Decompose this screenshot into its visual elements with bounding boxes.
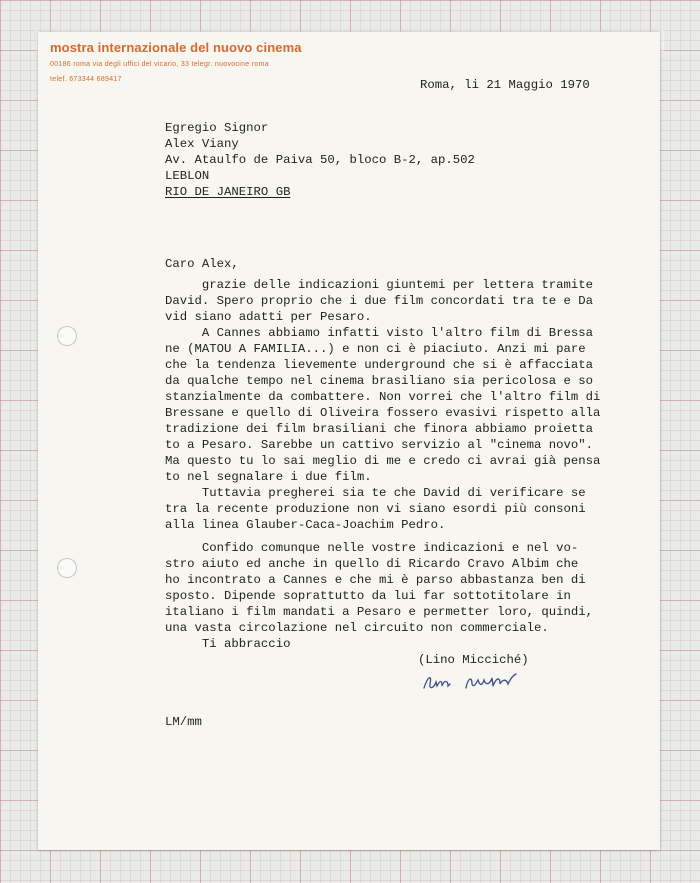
body-line: da qualche tempo nel cinema brasiliano sia pericolosa e so (165, 374, 594, 388)
recipient-line: Av. Ataulfo de Paiva 50, bloco B-2, ap.502 (165, 153, 475, 167)
punch-hole (57, 326, 77, 346)
letterhead-phone: telef. 673344 689417 (50, 76, 122, 83)
sender-name: (Lino Micciché) (418, 653, 529, 667)
body-line: tra la recente produzione non vi siano esordi più consoni (165, 502, 586, 516)
body-line: Bressane e quello di Oliveira fossero evasivi rispetto alla (165, 406, 601, 420)
recipient-line: Alex Viany (165, 137, 239, 151)
body-line: tradizione dei film brasiliani che finora abbiamo proietta (165, 422, 594, 436)
body-line: sposto. Dipende soprattutto da lui far sottotitolare in (165, 589, 571, 603)
body-line: una vasta circolazione nel circuito non commerciale. (165, 621, 549, 635)
body-line: ho incontrato a Cannes e che mi è parso abbastanza ben di (165, 573, 586, 587)
body-line: A Cannes abbiamo infatti visto l'altro film di Bressa (165, 326, 594, 340)
body-line: to nel segnalare i due film. (165, 470, 372, 484)
body-line: italiano i film mandati a Pesaro e permetter loro, quindi, (165, 605, 594, 619)
letter-date: Roma, li 21 Maggio 1970 (420, 78, 590, 92)
body-line: Tuttavia pregherei sia te che David di verificare se (165, 486, 586, 500)
handwritten-signature (420, 668, 540, 696)
body-line: che la tendenza lievemente underground che si è affacciata (165, 358, 594, 372)
letterhead-title: mostra internazionale del nuovo cinema (50, 40, 302, 55)
body-line: David. Spero proprio che i due film concordati tra te e Da (165, 294, 594, 308)
body-line: ne (MATOU A FAMILIA...) e non ci è piaciuto. Anzi mi pare (165, 342, 586, 356)
closing: Ti abbraccio (165, 637, 291, 651)
body-line: vid siano adatti per Pesaro. (165, 310, 372, 324)
punch-hole (57, 558, 77, 578)
body-line: stanzialmente da combattere. Non vorrei che l'altro film di (165, 390, 601, 404)
recipient-line: LEBLON (165, 169, 210, 183)
initials: LM/mm (165, 715, 202, 729)
body-line: stro aiuto ed anche in quello di Ricardo Cravo Albim che (165, 557, 579, 571)
salutation: Caro Alex, (165, 257, 239, 271)
recipient-line: RIO DE JANEIRO GB (165, 185, 291, 199)
body-line: Confido comunque nelle vostre indicazioni e nel vo- (165, 541, 579, 555)
body-line: to a Pesaro. Sarebbe un cattivo servizio al "cinema novo". (165, 438, 594, 452)
body-line: alla linea Glauber-Caca-Joachim Pedro. (165, 518, 446, 532)
recipient-line: Egregio Signor (165, 121, 269, 135)
body-line: Ma questo tu lo sai meglio di me e credo ci avrai già pensa (165, 454, 601, 468)
body-line: grazie delle indicazioni giuntemi per lettera tramite (165, 278, 594, 292)
letterhead-address: 00186 roma via degli uffici del vicario, 33 telegr. nuovocine roma (50, 61, 269, 68)
